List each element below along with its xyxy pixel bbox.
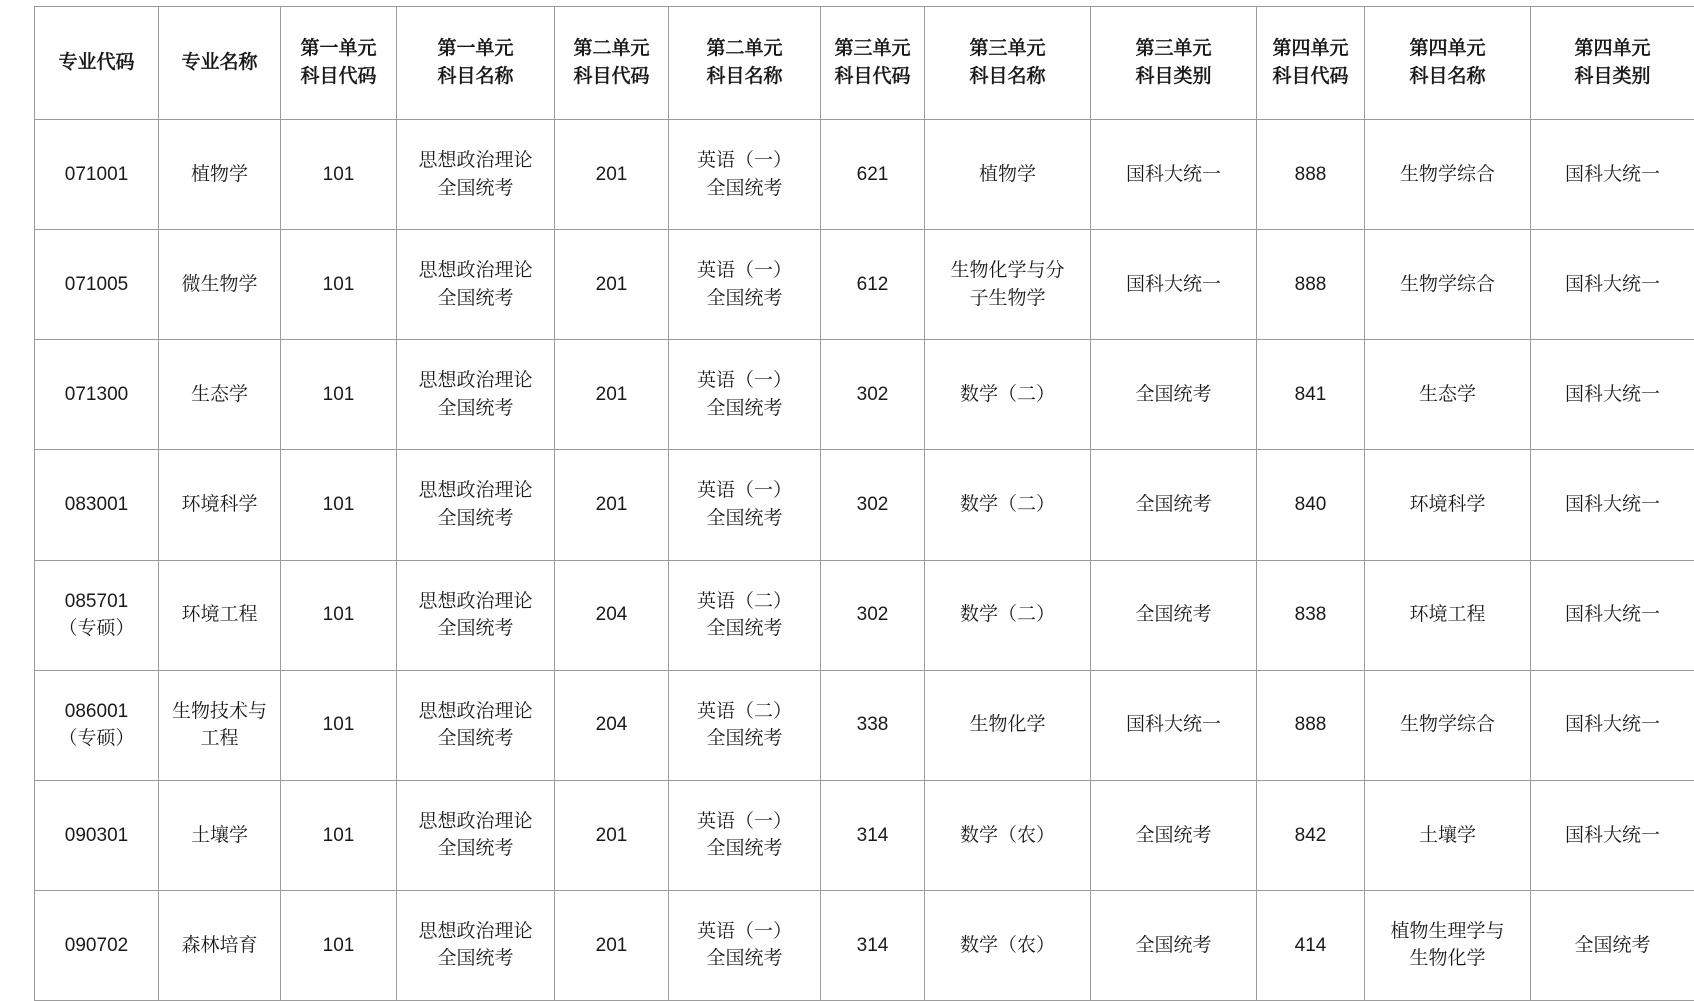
cell-line: 思想政治理论	[418, 480, 533, 502]
cell-line: 全国统考	[437, 177, 514, 199]
table-body	[35, 120, 1694, 1001]
column-header-unit4-type	[1531, 7, 1694, 120]
cell-line: 生物学综合	[1399, 163, 1495, 185]
cell-unit2-code	[555, 120, 669, 230]
column-header-unit3-type	[1091, 7, 1257, 120]
cell-unit4-code	[1257, 450, 1365, 560]
cell-unit2-code	[555, 450, 669, 560]
cell-unit4-code	[1257, 230, 1365, 340]
cell-line: 841	[1294, 384, 1327, 406]
cell-major-name	[159, 120, 281, 230]
cell-unit1-code	[281, 120, 397, 230]
cell-unit4-code	[1257, 780, 1365, 890]
cell-line: 数学（二）	[959, 384, 1055, 406]
cell-unit3-type	[1091, 780, 1257, 890]
cell-line: 090301	[64, 824, 129, 846]
cell-unit3-name	[925, 450, 1091, 560]
column-header-line: 科目类别	[1574, 66, 1651, 87]
cell-line: 英语（一）	[696, 810, 792, 832]
cell-line: 101	[322, 384, 355, 406]
cell-line: 全国统考	[706, 397, 783, 419]
cell-unit1-name	[397, 560, 555, 670]
cell-line: 612	[856, 273, 889, 295]
cell-line: 085701	[64, 590, 129, 612]
cell-line: 生态学	[1418, 384, 1476, 406]
cell-line: 314	[856, 824, 889, 846]
cell-major-code	[35, 560, 159, 670]
cell-line: 数学（农）	[959, 934, 1055, 956]
cell-unit3-type	[1091, 230, 1257, 340]
cell-line: 302	[856, 494, 889, 516]
cell-major-name	[159, 560, 281, 670]
cell-line: 101	[322, 714, 355, 736]
cell-line: 全国统考	[1135, 384, 1212, 406]
cell-line: 全国统考	[1135, 604, 1212, 626]
cell-line: 全国统考	[706, 948, 783, 970]
column-header-line: 科目代码	[300, 66, 377, 87]
cell-unit1-name	[397, 780, 555, 890]
table-header-row	[35, 7, 1694, 120]
cell-line: 生物化学与分	[950, 260, 1065, 282]
cell-line: 101	[322, 163, 355, 185]
cell-unit3-code	[821, 230, 925, 340]
cell-line: 思想政治理论	[418, 150, 533, 172]
cell-unit1-name	[397, 450, 555, 560]
cell-line: 英语（一）	[696, 480, 792, 502]
cell-line: 英语（二）	[696, 590, 792, 612]
cell-line: 201	[595, 384, 628, 406]
column-header-unit2-name	[669, 7, 821, 120]
cell-unit3-name	[925, 340, 1091, 450]
exam-subjects-table	[34, 6, 1694, 1001]
cell-unit3-name	[925, 230, 1091, 340]
cell-unit3-code	[821, 450, 925, 560]
cell-unit4-name	[1365, 450, 1531, 560]
column-header-line: 第四单元	[1272, 38, 1349, 60]
cell-unit2-code	[555, 890, 669, 1000]
cell-major-name	[159, 670, 281, 780]
cell-unit2-name	[669, 450, 821, 560]
cell-line: 国科大统一	[1564, 714, 1660, 736]
cell-unit3-type	[1091, 890, 1257, 1000]
cell-line: 数学（二）	[959, 604, 1055, 626]
cell-line: 植物学	[978, 163, 1036, 185]
cell-unit4-name	[1365, 890, 1531, 1000]
cell-line: 201	[595, 494, 628, 516]
cell-unit3-name	[925, 780, 1091, 890]
cell-line: 森林培育	[181, 934, 258, 956]
column-header-unit3-code	[821, 7, 925, 120]
cell-line: 083001	[64, 494, 129, 516]
column-header-major-code	[35, 7, 159, 120]
cell-major-name	[159, 450, 281, 560]
cell-line: 338	[856, 714, 889, 736]
cell-major-name	[159, 890, 281, 1000]
cell-major-name	[159, 340, 281, 450]
cell-unit2-code	[555, 670, 669, 780]
cell-unit3-code	[821, 340, 925, 450]
cell-unit2-name	[669, 340, 821, 450]
cell-unit3-type	[1091, 450, 1257, 560]
column-header-line: 科目名称	[969, 66, 1046, 87]
cell-line: 全国统考	[437, 397, 514, 419]
table-row	[35, 890, 1694, 1000]
column-header-unit3-name	[925, 7, 1091, 120]
cell-line: 全国统考	[437, 948, 514, 970]
cell-line: 全国统考	[437, 838, 514, 860]
column-header-line: 科目名称	[1409, 66, 1486, 87]
cell-line: 全国统考	[706, 728, 783, 750]
cell-unit4-code	[1257, 560, 1365, 670]
cell-line: 086001	[64, 700, 129, 722]
cell-line: 国科大统一	[1564, 384, 1660, 406]
table-header	[35, 7, 1694, 120]
cell-line: 101	[322, 273, 355, 295]
column-header-unit2-code	[555, 7, 669, 120]
cell-unit1-code	[281, 890, 397, 1000]
cell-line: 全国统考	[437, 618, 514, 640]
cell-unit4-code	[1257, 340, 1365, 450]
cell-unit4-code	[1257, 670, 1365, 780]
cell-line: 201	[595, 273, 628, 295]
cell-line: 生物学综合	[1399, 273, 1495, 295]
cell-unit4-type	[1531, 670, 1694, 780]
cell-line: 微生物学	[181, 273, 258, 295]
column-header-line: 科目类别	[1135, 66, 1212, 87]
cell-line: 国科大统一	[1125, 163, 1221, 185]
cell-line: 101	[322, 604, 355, 626]
cell-major-code	[35, 340, 159, 450]
cell-line: 英语（一）	[696, 920, 792, 942]
cell-unit3-type	[1091, 340, 1257, 450]
cell-unit1-code	[281, 670, 397, 780]
cell-unit3-name	[925, 560, 1091, 670]
cell-unit1-name	[397, 670, 555, 780]
column-header-line: 科目名称	[706, 66, 783, 87]
column-header-line: 科目代码	[834, 66, 911, 87]
cell-major-code	[35, 890, 159, 1000]
cell-line: 生态学	[190, 384, 248, 406]
cell-unit3-code	[821, 780, 925, 890]
cell-unit2-name	[669, 890, 821, 1000]
cell-line: 全国统考	[706, 507, 783, 529]
cell-line: 土壤学	[1418, 824, 1476, 846]
cell-line: 842	[1294, 824, 1327, 846]
column-header-line: 专业名称	[181, 52, 258, 74]
cell-line: 201	[595, 163, 628, 185]
table-row	[35, 230, 1694, 340]
cell-unit4-name	[1365, 670, 1531, 780]
cell-line: 环境工程	[181, 604, 258, 626]
cell-line: 414	[1294, 934, 1327, 956]
cell-line: 838	[1294, 604, 1327, 626]
cell-unit2-code	[555, 340, 669, 450]
cell-line: 英语（一）	[696, 150, 792, 172]
column-header-line: 第一单元	[300, 38, 377, 60]
column-header-line: 第二单元	[573, 38, 650, 60]
cell-line: 生物化学	[1409, 948, 1486, 970]
cell-line: 数学（二）	[959, 494, 1055, 516]
cell-line: 全国统考	[437, 287, 514, 309]
cell-unit2-code	[555, 230, 669, 340]
table-row	[35, 450, 1694, 560]
cell-unit1-name	[397, 890, 555, 1000]
cell-line: 植物学	[190, 163, 248, 185]
column-header-line: 第四单元	[1574, 38, 1651, 60]
cell-line: 生物化学	[969, 714, 1046, 736]
cell-unit4-type	[1531, 560, 1694, 670]
cell-unit4-name	[1365, 780, 1531, 890]
cell-unit1-name	[397, 230, 555, 340]
cell-line: 全国统考	[706, 177, 783, 199]
cell-line: 全国统考	[706, 287, 783, 309]
cell-line: 302	[856, 604, 889, 626]
cell-line: 全国统考	[1135, 494, 1212, 516]
column-header-line: 第二单元	[706, 38, 783, 60]
cell-unit1-name	[397, 120, 555, 230]
cell-unit3-code	[821, 560, 925, 670]
cell-unit3-name	[925, 890, 1091, 1000]
cell-major-code	[35, 120, 159, 230]
cell-unit4-name	[1365, 560, 1531, 670]
cell-line: 全国统考	[706, 838, 783, 860]
table-row	[35, 340, 1694, 450]
cell-line: （专硕）	[58, 728, 135, 750]
column-header-line: 科目代码	[573, 66, 650, 87]
cell-line: 101	[322, 824, 355, 846]
cell-line: 101	[322, 494, 355, 516]
cell-line: 888	[1294, 273, 1327, 295]
cell-major-code	[35, 780, 159, 890]
cell-line: 071300	[64, 384, 129, 406]
cell-line: 全国统考	[1135, 824, 1212, 846]
cell-unit1-name	[397, 340, 555, 450]
cell-line: 国科大统一	[1564, 494, 1660, 516]
cell-line: 生物技术与	[171, 700, 267, 722]
column-header-line: 第四单元	[1409, 38, 1486, 60]
cell-unit3-code	[821, 670, 925, 780]
cell-unit3-code	[821, 120, 925, 230]
cell-unit4-type	[1531, 780, 1694, 890]
cell-line: 思想政治理论	[418, 370, 533, 392]
cell-unit4-name	[1365, 230, 1531, 340]
cell-unit2-name	[669, 670, 821, 780]
cell-unit3-type	[1091, 670, 1257, 780]
cell-line: 思想政治理论	[418, 260, 533, 282]
cell-unit4-name	[1365, 340, 1531, 450]
cell-line: 子生物学	[969, 287, 1046, 309]
column-header-line: 科目名称	[437, 66, 514, 87]
cell-line: 全国统考	[706, 618, 783, 640]
cell-line: 621	[856, 163, 889, 185]
cell-line: 071005	[64, 273, 129, 295]
table-row	[35, 780, 1694, 890]
cell-line: 环境工程	[1409, 604, 1486, 626]
column-header-line: 科目代码	[1272, 66, 1349, 87]
cell-line: 土壤学	[190, 824, 248, 846]
cell-line: 204	[595, 714, 628, 736]
cell-line: 101	[322, 934, 355, 956]
cell-line: 环境科学	[181, 494, 258, 516]
cell-unit4-code	[1257, 890, 1365, 1000]
column-header-unit4-name	[1365, 7, 1531, 120]
cell-line: 840	[1294, 494, 1327, 516]
cell-line: 环境科学	[1409, 494, 1486, 516]
cell-line: 国科大统一	[1564, 604, 1660, 626]
cell-line: 国科大统一	[1125, 714, 1221, 736]
cell-line: 071001	[64, 163, 129, 185]
cell-unit4-type	[1531, 230, 1694, 340]
cell-line: 201	[595, 934, 628, 956]
cell-unit4-code	[1257, 120, 1365, 230]
cell-line: 思想政治理论	[418, 700, 533, 722]
cell-unit3-name	[925, 670, 1091, 780]
cell-unit2-name	[669, 780, 821, 890]
column-header-line: 第三单元	[834, 38, 911, 60]
cell-unit2-name	[669, 120, 821, 230]
cell-major-name	[159, 780, 281, 890]
column-header-line: 第三单元	[1135, 38, 1212, 60]
cell-line: 全国统考	[437, 728, 514, 750]
cell-line: 888	[1294, 714, 1327, 736]
cell-unit1-code	[281, 230, 397, 340]
cell-line: 国科大统一	[1564, 273, 1660, 295]
cell-major-code	[35, 670, 159, 780]
cell-major-code	[35, 450, 159, 560]
column-header-unit4-code	[1257, 7, 1365, 120]
cell-line: 植物生理学与	[1390, 920, 1505, 942]
cell-line: 思想政治理论	[418, 920, 533, 942]
cell-major-code	[35, 230, 159, 340]
table-row	[35, 670, 1694, 780]
cell-unit2-code	[555, 560, 669, 670]
cell-line: 思想政治理论	[418, 810, 533, 832]
cell-line: 英语（一）	[696, 260, 792, 282]
cell-unit3-type	[1091, 560, 1257, 670]
cell-line: 全国统考	[437, 507, 514, 529]
column-header-unit1-name	[397, 7, 555, 120]
cell-unit4-type	[1531, 340, 1694, 450]
cell-line: 数学（农）	[959, 824, 1055, 846]
cell-unit3-code	[821, 890, 925, 1000]
cell-line: 全国统考	[1135, 934, 1212, 956]
column-header-major-name	[159, 7, 281, 120]
cell-line: 302	[856, 384, 889, 406]
cell-line: 国科大统一	[1564, 163, 1660, 185]
cell-line: 888	[1294, 163, 1327, 185]
cell-line: 204	[595, 604, 628, 626]
column-header-line: 第三单元	[969, 38, 1046, 60]
cell-unit1-code	[281, 560, 397, 670]
cell-unit4-type	[1531, 120, 1694, 230]
cell-unit3-type	[1091, 120, 1257, 230]
cell-major-name	[159, 230, 281, 340]
cell-line: 090702	[64, 934, 129, 956]
cell-line: 英语（一）	[696, 370, 792, 392]
column-header-line: 第一单元	[437, 38, 514, 60]
cell-line: 国科大统一	[1125, 273, 1221, 295]
cell-line: （专硕）	[58, 618, 135, 640]
cell-line: 英语（二）	[696, 700, 792, 722]
cell-unit4-type	[1531, 450, 1694, 560]
cell-line: 思想政治理论	[418, 590, 533, 612]
cell-unit1-code	[281, 340, 397, 450]
table-row	[35, 120, 1694, 230]
cell-line: 生物学综合	[1399, 714, 1495, 736]
cell-unit1-code	[281, 450, 397, 560]
cell-line: 工程	[200, 728, 239, 750]
cell-unit4-type	[1531, 890, 1694, 1000]
cell-line: 314	[856, 934, 889, 956]
cell-unit2-code	[555, 780, 669, 890]
column-header-line: 专业代码	[58, 52, 135, 74]
cell-unit1-code	[281, 780, 397, 890]
column-header-unit1-code	[281, 7, 397, 120]
cell-line: 201	[595, 824, 628, 846]
cell-unit2-name	[669, 230, 821, 340]
cell-unit4-name	[1365, 120, 1531, 230]
table-row	[35, 560, 1694, 670]
cell-unit2-name	[669, 560, 821, 670]
cell-line: 国科大统一	[1564, 824, 1660, 846]
cell-unit3-name	[925, 120, 1091, 230]
cell-line: 全国统考	[1574, 934, 1651, 956]
